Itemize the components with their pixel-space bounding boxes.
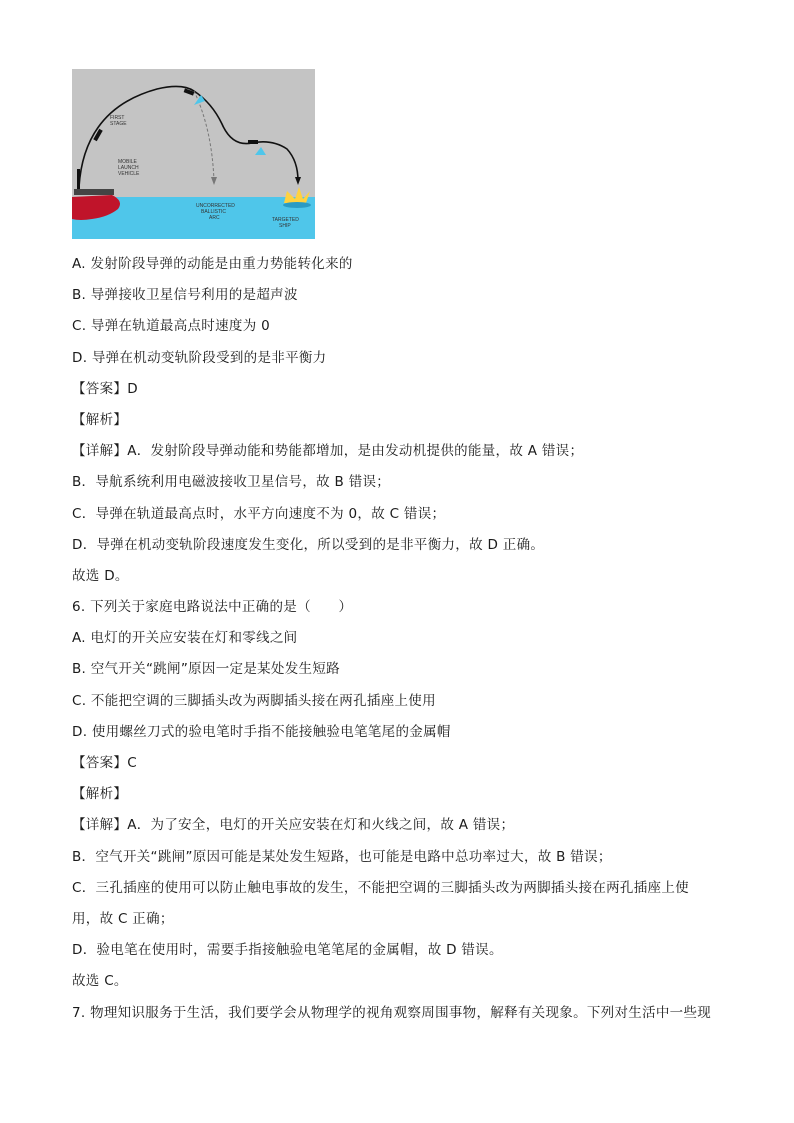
launch-vehicle xyxy=(74,189,114,195)
option-b: B. 空气开关“跳闸”原因一定是某处发生短路 xyxy=(72,661,340,678)
conclusion-line: 故选 D。 xyxy=(72,567,129,584)
explanation-line: D．验电笔在使用时，需要手指接触验电笔笔尾的金属帽，故 D 错误。 xyxy=(72,942,503,959)
option-b: B. 导弹接收卫星信号利用的是超声波 xyxy=(72,287,298,304)
label-uncorrected-2: BALLISTIC xyxy=(201,209,227,215)
label-first-stage-2: STAGE xyxy=(110,121,127,127)
option-c: C. 不能把空调的三脚插头改为两脚插头接在两孔插座上使用 xyxy=(72,692,436,709)
option-a: A. 电灯的开关应安装在灯和零线之间 xyxy=(72,630,298,647)
document-text xyxy=(72,254,732,1034)
analysis-label: 【解析】 xyxy=(72,786,128,803)
label-mobile-1: MOBILE xyxy=(118,159,137,165)
analysis-label: 【解析】 xyxy=(72,411,128,428)
answer-label: 【答案】C xyxy=(72,755,137,771)
label-uncorrected-3: ARC xyxy=(209,215,220,221)
answer-label: 【答案】D xyxy=(72,380,138,397)
ship-splash xyxy=(283,202,311,208)
missile-body-2 xyxy=(248,140,258,144)
label-mobile-2: LAUNCH xyxy=(118,165,139,171)
question-6-stem: 6. 下列关于家庭电路说法中正确的是（ ） xyxy=(72,599,353,616)
question-7-stem: 7. 物理知识服务于生活，我们要学会从物理学的视角观察周围事物，解释有关现象。下列对生活中一些现 xyxy=(72,1004,712,1021)
explanation-line: B．导航系统利用电磁波接收卫星信号，故 B 错误； xyxy=(72,474,391,491)
option-d: D. 使用螺丝刀式的验电笔时手指不能接触验电笔笔尾的金属帽 xyxy=(72,723,451,740)
missile-trajectory-diagram xyxy=(72,69,315,239)
launcher-mast xyxy=(77,169,80,191)
label-mobile-3: VEHICLE xyxy=(118,171,140,177)
label-uncorrected-1: UNCORRECTED xyxy=(196,203,235,209)
conclusion-line: 故选 C。 xyxy=(72,973,128,990)
explanation-line: B．空气开关“跳闸”原因可能是某处发生短路，也可能是电路中总功率过大，故 B 错误； xyxy=(72,848,612,865)
explanation-line: 【详解】A．发射阶段导弹动能和势能都增加，是由发动机提供的能量，故 A 错误； xyxy=(72,443,584,460)
option-d: D. 导弹在机动变轨阶段受到的是非平衡力 xyxy=(72,349,327,366)
missile-trajectory-figure xyxy=(72,69,315,239)
explanation-line: 用，故 C 正确； xyxy=(72,910,174,927)
explanation-line: D．导弹在机动变轨阶段速度发生变化，所以受到的是非平衡力，故 D 正确。 xyxy=(72,536,545,553)
explanation-line: C．导弹在轨道最高点时，水平方向速度不为 0，故 C 错误； xyxy=(72,505,446,522)
option-a: A. 发射阶段导弹的动能是由重力势能转化来的 xyxy=(72,256,353,272)
explanation-line: 【详解】A．为了安全，电灯的开关应安装在灯和火线之间，故 A 错误； xyxy=(72,817,515,834)
label-first-stage-1: FIRST xyxy=(110,115,125,121)
explanation-line: C．三孔插座的使用可以防止触电事故的发生，不能把空调的三脚插头改为两脚插头接在两孔插座上使 xyxy=(72,879,689,896)
option-c: C. 导弹在轨道最高点时速度为 0 xyxy=(72,318,270,335)
label-targeted-1: TARGETED xyxy=(272,217,299,223)
label-targeted-2: SHIP xyxy=(279,223,291,229)
